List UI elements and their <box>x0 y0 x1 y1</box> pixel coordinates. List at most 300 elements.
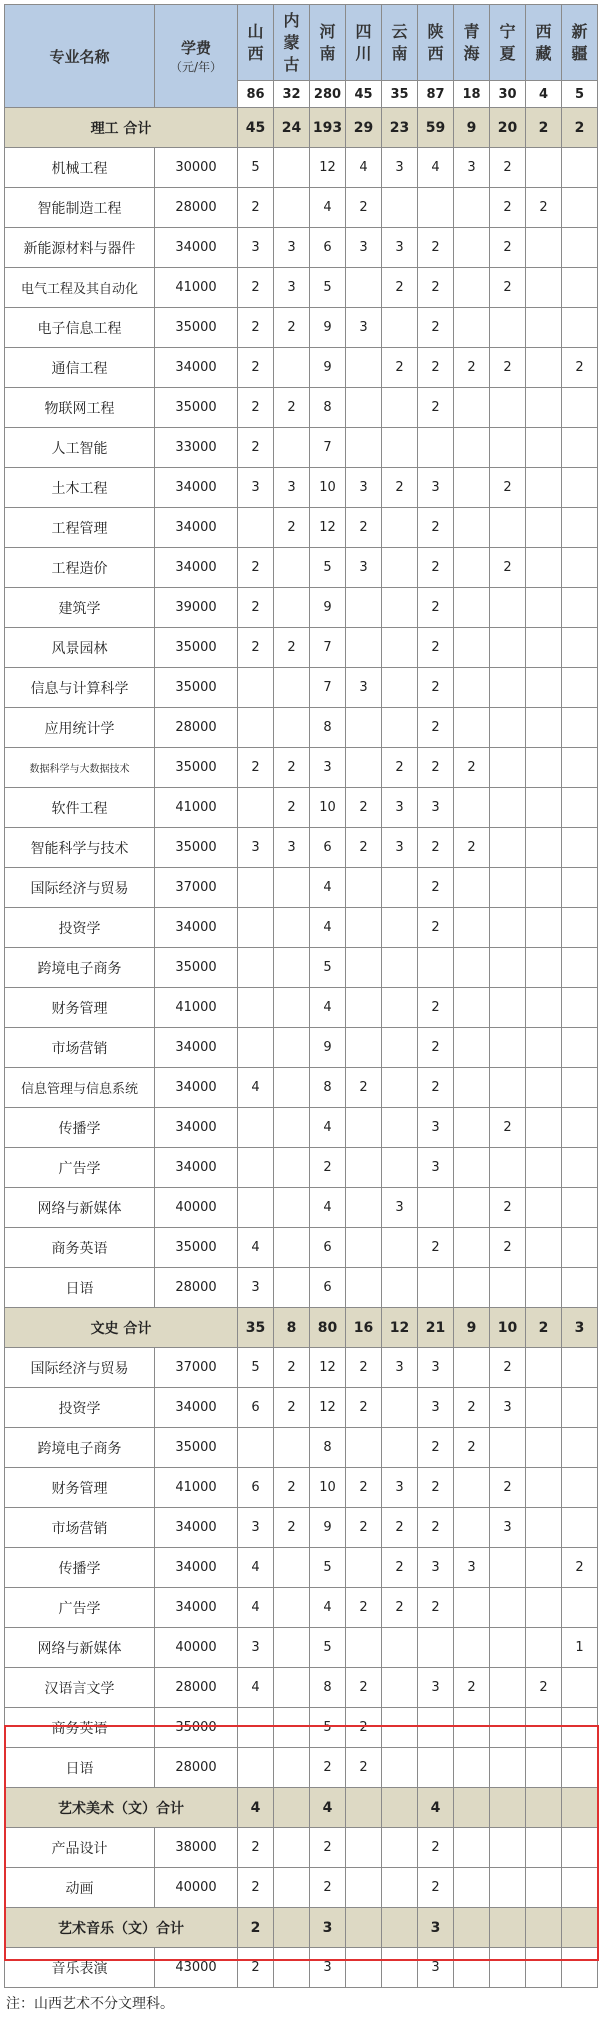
quota-cell <box>454 1948 490 1988</box>
province-char: 西 <box>427 43 444 63</box>
quota-cell: 8 <box>310 1068 346 1108</box>
quota-cell: 2 <box>490 1188 526 1228</box>
tuition-cell: 35000 <box>155 1228 238 1268</box>
quota-cell: 8 <box>310 708 346 748</box>
quota-cell <box>418 1188 454 1228</box>
quota-cell: 2 <box>274 788 310 828</box>
quota-cell <box>274 1268 310 1308</box>
quota-cell: 2 <box>274 1508 310 1548</box>
group-total-cell: 45 <box>238 108 274 148</box>
group-total-cell: 4 <box>310 1788 346 1828</box>
quota-cell <box>238 788 274 828</box>
quota-cell <box>274 908 310 948</box>
quota-cell: 3 <box>418 1148 454 1188</box>
quota-cell <box>454 1468 490 1508</box>
major-row <box>5 1548 598 1588</box>
quota-cell <box>526 908 562 948</box>
province-char: 南 <box>319 43 336 63</box>
quota-cell <box>490 868 526 908</box>
quota-cell <box>562 1188 598 1228</box>
quota-cell <box>562 1108 598 1148</box>
quota-cell <box>454 308 490 348</box>
quota-cell <box>562 1268 598 1308</box>
quota-cell: 4 <box>310 188 346 228</box>
quota-cell <box>526 1028 562 1068</box>
quota-cell <box>346 988 382 1028</box>
quota-cell: 3 <box>238 828 274 868</box>
quota-cell <box>238 1148 274 1188</box>
quota-cell <box>562 1228 598 1268</box>
major-name-cell: 财务管理 <box>5 988 155 1028</box>
tuition-cell: 38000 <box>155 1828 238 1868</box>
province-total-cell: 4 <box>526 81 562 108</box>
quota-cell: 2 <box>238 348 274 388</box>
quota-cell <box>526 1708 562 1748</box>
quota-cell <box>562 668 598 708</box>
quota-cell <box>382 628 418 668</box>
quota-cell: 5 <box>238 148 274 188</box>
quota-cell <box>490 1708 526 1748</box>
major-row <box>5 868 598 908</box>
quota-cell: 2 <box>490 468 526 508</box>
quota-cell: 2 <box>454 748 490 788</box>
major-name-cell: 软件工程 <box>5 788 155 828</box>
quota-cell: 2 <box>418 868 454 908</box>
quota-cell <box>490 1588 526 1628</box>
quota-cell <box>346 628 382 668</box>
quota-cell <box>562 628 598 668</box>
group-total-cell <box>454 1788 490 1828</box>
quota-cell <box>454 868 490 908</box>
quota-cell: 2 <box>274 308 310 348</box>
quota-cell <box>454 1508 490 1548</box>
quota-cell <box>562 468 598 508</box>
tuition-cell: 34000 <box>155 348 238 388</box>
major-row <box>5 468 598 508</box>
quota-cell <box>346 1108 382 1148</box>
major-row <box>5 908 598 948</box>
major-row <box>5 268 598 308</box>
quota-cell: 6 <box>310 828 346 868</box>
quota-cell <box>382 1748 418 1788</box>
quota-cell: 2 <box>238 548 274 588</box>
quota-cell <box>382 428 418 468</box>
quota-cell: 2 <box>346 1348 382 1388</box>
quota-cell: 2 <box>490 1468 526 1508</box>
quota-cell: 4 <box>238 1668 274 1708</box>
quota-cell: 2 <box>274 388 310 428</box>
quota-cell <box>274 1708 310 1748</box>
group-total-cell <box>526 1908 562 1948</box>
quota-cell: 2 <box>454 348 490 388</box>
quota-cell: 2 <box>418 748 454 788</box>
quota-cell: 2 <box>490 148 526 188</box>
tuition-cell: 28000 <box>155 1668 238 1708</box>
major-name-cell: 土木工程 <box>5 468 155 508</box>
quota-cell <box>454 988 490 1028</box>
quota-cell: 2 <box>346 1468 382 1508</box>
province-char: 西 <box>247 43 264 63</box>
major-row <box>5 1828 598 1868</box>
quota-cell <box>454 628 490 668</box>
quota-cell: 2 <box>490 348 526 388</box>
province-char: 藏 <box>535 43 552 63</box>
quota-cell <box>526 548 562 588</box>
quota-cell <box>454 1868 490 1908</box>
major-name-cell: 通信工程 <box>5 348 155 388</box>
quota-cell <box>382 1028 418 1068</box>
major-name-cell: 投资学 <box>5 908 155 948</box>
major-name-cell: 建筑学 <box>5 588 155 628</box>
quota-cell <box>490 308 526 348</box>
quota-cell <box>526 1548 562 1588</box>
tuition-cell: 40000 <box>155 1188 238 1228</box>
major-row <box>5 1428 598 1468</box>
quota-cell <box>562 1708 598 1748</box>
tuition-cell: 34000 <box>155 1588 238 1628</box>
quota-cell <box>238 1028 274 1068</box>
tuition-cell: 28000 <box>155 1268 238 1308</box>
quota-cell: 2 <box>346 1668 382 1708</box>
major-row <box>5 1068 598 1108</box>
tuition-cell: 33000 <box>155 428 238 468</box>
group-total-cell <box>346 1908 382 1948</box>
group-total-cell <box>490 1908 526 1948</box>
major-name-cell: 日语 <box>5 1748 155 1788</box>
quota-cell: 2 <box>346 1748 382 1788</box>
quota-cell: 2 <box>418 708 454 748</box>
tuition-cell: 37000 <box>155 1348 238 1388</box>
quota-cell <box>238 708 274 748</box>
quota-cell <box>382 1388 418 1428</box>
quota-cell <box>562 308 598 348</box>
quota-cell <box>526 1388 562 1428</box>
quota-cell: 3 <box>382 148 418 188</box>
quota-cell <box>562 908 598 948</box>
quota-cell <box>490 1668 526 1708</box>
quota-cell <box>490 388 526 428</box>
quota-cell <box>238 1108 274 1148</box>
quota-cell <box>526 1748 562 1788</box>
quota-cell <box>526 828 562 868</box>
group-total-cell: 2 <box>526 108 562 148</box>
group-total-cell <box>346 1788 382 1828</box>
quota-cell <box>274 1108 310 1148</box>
quota-cell <box>346 908 382 948</box>
quota-cell: 2 <box>238 428 274 468</box>
quota-cell <box>274 1748 310 1788</box>
quota-cell: 3 <box>274 268 310 308</box>
quota-cell <box>454 1228 490 1268</box>
quota-cell <box>490 948 526 988</box>
province-header <box>382 5 418 81</box>
quota-cell <box>382 1868 418 1908</box>
major-name-cell: 广告学 <box>5 1588 155 1628</box>
quota-cell <box>454 1028 490 1068</box>
tuition-cell: 40000 <box>155 1628 238 1668</box>
quota-cell <box>274 1148 310 1188</box>
quota-cell <box>562 1348 598 1388</box>
major-row <box>5 228 598 268</box>
quota-cell <box>274 188 310 228</box>
group-total-row <box>5 1908 598 1948</box>
quota-cell <box>526 308 562 348</box>
quota-cell: 9 <box>310 1508 346 1548</box>
enrollment-plan-table <box>4 4 598 1988</box>
province-char: 新 <box>571 21 588 41</box>
major-name-cell: 电气工程及其自动化 <box>5 268 155 308</box>
quota-cell: 2 <box>418 588 454 628</box>
quota-cell <box>526 668 562 708</box>
quota-cell: 2 <box>238 1948 274 1988</box>
tuition-cell: 34000 <box>155 508 238 548</box>
major-row <box>5 668 598 708</box>
province-char: 内 <box>283 10 300 30</box>
province-char: 西 <box>535 21 552 41</box>
quota-cell <box>562 1428 598 1468</box>
quota-cell <box>274 668 310 708</box>
province-total-cell: 280 <box>310 81 346 108</box>
quota-cell <box>526 1868 562 1908</box>
quota-cell <box>562 1388 598 1428</box>
province-header <box>562 5 598 81</box>
group-total-cell: 3 <box>562 1308 598 1348</box>
quota-cell: 5 <box>238 1348 274 1388</box>
quota-cell <box>562 828 598 868</box>
quota-cell <box>562 1508 598 1548</box>
quota-cell: 2 <box>346 188 382 228</box>
major-name-cell: 广告学 <box>5 1148 155 1188</box>
quota-cell <box>238 1428 274 1468</box>
quota-cell <box>454 788 490 828</box>
quota-cell: 2 <box>454 1428 490 1468</box>
group-total-cell: 21 <box>418 1308 454 1348</box>
quota-cell: 10 <box>310 468 346 508</box>
major-row <box>5 148 598 188</box>
quota-cell <box>526 1948 562 1988</box>
quota-cell <box>346 1948 382 1988</box>
group-total-cell: 4 <box>238 1788 274 1828</box>
quota-cell <box>490 668 526 708</box>
group-total-cell: 9 <box>454 108 490 148</box>
group-total-cell: 193 <box>310 108 346 148</box>
quota-cell: 2 <box>238 1828 274 1868</box>
quota-cell <box>382 1068 418 1108</box>
quota-cell: 2 <box>382 1508 418 1548</box>
tuition-cell: 35000 <box>155 748 238 788</box>
quota-cell <box>562 1068 598 1108</box>
major-name-cell: 网络与新媒体 <box>5 1188 155 1228</box>
quota-cell <box>454 1188 490 1228</box>
quota-cell <box>562 428 598 468</box>
major-name-cell: 传播学 <box>5 1108 155 1148</box>
major-row <box>5 1748 598 1788</box>
quota-cell <box>490 508 526 548</box>
quota-cell <box>526 1588 562 1628</box>
tuition-cell: 41000 <box>155 788 238 828</box>
tuition-cell: 43000 <box>155 1948 238 1988</box>
group-total-cell: 2 <box>526 1308 562 1348</box>
major-name-cell: 工程管理 <box>5 508 155 548</box>
major-name-cell: 智能制造工程 <box>5 188 155 228</box>
tuition-cell: 34000 <box>155 1548 238 1588</box>
quota-cell <box>526 1828 562 1868</box>
quota-cell <box>562 948 598 988</box>
quota-cell: 3 <box>346 228 382 268</box>
major-name-cell: 网络与新媒体 <box>5 1628 155 1668</box>
major-row <box>5 1868 598 1908</box>
quota-cell <box>346 748 382 788</box>
quota-cell: 3 <box>238 228 274 268</box>
major-row <box>5 1708 598 1748</box>
tuition-cell: 34000 <box>155 1148 238 1188</box>
quota-cell <box>526 708 562 748</box>
quota-cell <box>418 1748 454 1788</box>
tuition-cell: 30000 <box>155 148 238 188</box>
group-total-cell <box>562 1788 598 1828</box>
province-char: 疆 <box>571 43 588 63</box>
quota-cell: 2 <box>382 1548 418 1588</box>
group-total-cell: 29 <box>346 108 382 148</box>
quota-cell: 2 <box>490 228 526 268</box>
quota-cell: 2 <box>382 348 418 388</box>
quota-cell <box>238 868 274 908</box>
quota-cell <box>526 948 562 988</box>
province-char: 陕 <box>427 21 444 41</box>
quota-cell <box>274 1948 310 1988</box>
quota-cell: 9 <box>310 588 346 628</box>
quota-cell: 5 <box>310 1548 346 1588</box>
major-name-cell: 数据科学与大数据技术 <box>5 748 155 788</box>
quota-cell <box>382 1268 418 1308</box>
major-name-cell: 跨境电子商务 <box>5 948 155 988</box>
major-name-cell: 产品设计 <box>5 1828 155 1868</box>
quota-cell <box>490 1828 526 1868</box>
quota-cell <box>382 1948 418 1988</box>
major-name-cell: 跨境电子商务 <box>5 1428 155 1468</box>
major-name-cell: 机械工程 <box>5 148 155 188</box>
quota-cell <box>562 708 598 748</box>
quota-cell: 3 <box>274 828 310 868</box>
major-name-cell: 风景园林 <box>5 628 155 668</box>
quota-cell: 5 <box>310 1708 346 1748</box>
quota-cell: 3 <box>382 1468 418 1508</box>
quota-cell: 2 <box>310 1828 346 1868</box>
quota-cell <box>346 1228 382 1268</box>
group-total-row <box>5 1788 598 1828</box>
quota-cell: 2 <box>418 828 454 868</box>
quota-cell: 2 <box>418 388 454 428</box>
group-total-cell: 8 <box>274 1308 310 1348</box>
quota-cell <box>274 988 310 1028</box>
tuition-cell: 41000 <box>155 1468 238 1508</box>
quota-cell: 3 <box>418 468 454 508</box>
major-name-cell: 新能源材料与器件 <box>5 228 155 268</box>
tuition-cell: 34000 <box>155 1108 238 1148</box>
quota-cell <box>418 1628 454 1668</box>
tuition-cell: 35000 <box>155 1428 238 1468</box>
group-total-cell: 80 <box>310 1308 346 1348</box>
quota-cell <box>562 788 598 828</box>
quota-cell <box>274 348 310 388</box>
group-total-cell: 3 <box>418 1908 454 1948</box>
major-name-cell: 电子信息工程 <box>5 308 155 348</box>
quota-cell: 2 <box>490 188 526 228</box>
quota-cell <box>382 508 418 548</box>
quota-cell <box>490 1148 526 1188</box>
quota-cell: 3 <box>238 1628 274 1668</box>
major-row <box>5 1668 598 1708</box>
quota-cell <box>382 1228 418 1268</box>
quota-cell <box>238 908 274 948</box>
quota-cell <box>274 1588 310 1628</box>
group-total-cell: 10 <box>490 1308 526 1348</box>
quota-cell: 2 <box>274 628 310 668</box>
quota-cell <box>526 868 562 908</box>
quota-cell: 2 <box>562 348 598 388</box>
quota-cell: 2 <box>490 548 526 588</box>
group-total-title: 艺术音乐（文）合计 <box>5 1908 238 1948</box>
quota-cell <box>382 188 418 228</box>
quota-cell: 4 <box>310 1588 346 1628</box>
major-row <box>5 388 598 428</box>
group-total-cell: 2 <box>238 1908 274 1948</box>
tuition-cell: 35000 <box>155 628 238 668</box>
quota-cell <box>562 1748 598 1788</box>
quota-cell <box>274 1668 310 1708</box>
quota-cell: 2 <box>526 1668 562 1708</box>
quota-cell: 2 <box>418 1868 454 1908</box>
quota-cell <box>562 1868 598 1908</box>
group-total-title: 文史 合计 <box>5 1308 238 1348</box>
quota-cell <box>382 308 418 348</box>
quota-cell <box>454 188 490 228</box>
quota-cell: 2 <box>346 1068 382 1108</box>
group-total-cell: 4 <box>418 1788 454 1828</box>
quota-cell <box>382 708 418 748</box>
quota-cell <box>526 1068 562 1108</box>
major-row <box>5 1188 598 1228</box>
quota-cell: 3 <box>418 788 454 828</box>
quota-cell <box>238 508 274 548</box>
quota-cell: 2 <box>382 268 418 308</box>
major-row <box>5 308 598 348</box>
group-total-cell <box>490 1788 526 1828</box>
quota-cell <box>274 1548 310 1588</box>
major-row <box>5 1108 598 1148</box>
group-total-cell: 20 <box>490 108 526 148</box>
tuition-cell: 34000 <box>155 548 238 588</box>
quota-cell <box>490 1268 526 1308</box>
quota-cell <box>238 1708 274 1748</box>
quota-cell: 2 <box>418 1468 454 1508</box>
quota-cell: 4 <box>310 908 346 948</box>
enrollment-plan-container <box>4 4 597 1988</box>
major-name-cell: 音乐表演 <box>5 1948 155 1988</box>
group-total-cell: 23 <box>382 108 418 148</box>
quota-cell: 12 <box>310 148 346 188</box>
group-total-cell: 2 <box>562 108 598 148</box>
quota-cell: 2 <box>274 508 310 548</box>
quota-cell <box>418 428 454 468</box>
quota-cell <box>274 1828 310 1868</box>
quota-cell: 2 <box>490 268 526 308</box>
quota-cell: 2 <box>418 228 454 268</box>
quota-cell <box>274 1628 310 1668</box>
quota-cell: 3 <box>238 468 274 508</box>
quota-cell: 2 <box>490 1348 526 1388</box>
quota-cell: 3 <box>346 308 382 348</box>
